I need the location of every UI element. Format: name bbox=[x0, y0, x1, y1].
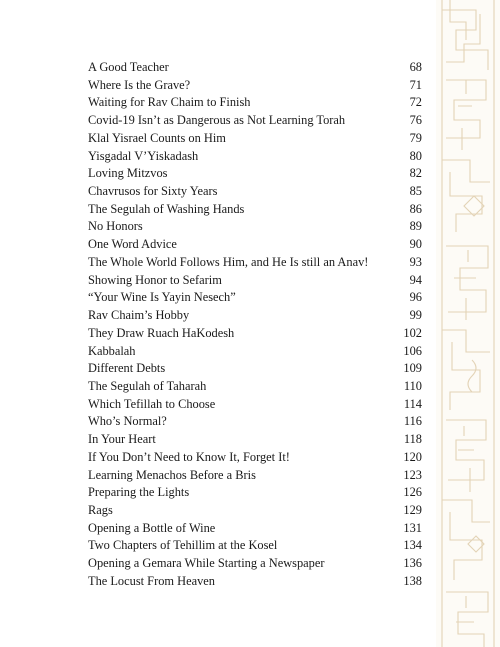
toc-entry-title: They Draw Ruach HaKodesh bbox=[88, 325, 235, 340]
toc-entry-title: Covid-19 Isn’t as Dangerous as Not Learning Torah bbox=[88, 113, 346, 128]
toc-entry-page: 136 bbox=[403, 556, 422, 571]
toc-entry-title: Rags bbox=[88, 502, 113, 517]
toc-entry-title: Showing Honor to Sefarim bbox=[88, 272, 222, 287]
toc-entry[interactable] bbox=[88, 254, 422, 272]
toc-entry-page: 126 bbox=[403, 485, 422, 500]
toc-entry-title: Different Debts bbox=[88, 361, 166, 376]
toc-entry-title: One Word Advice bbox=[88, 237, 177, 252]
toc-entry-page: 134 bbox=[403, 538, 422, 553]
toc-entry-page: 72 bbox=[409, 95, 422, 110]
toc-entry-page: 85 bbox=[409, 184, 422, 199]
toc-entry-page: 76 bbox=[409, 113, 422, 128]
toc-entry-page: 131 bbox=[403, 520, 422, 535]
toc-entry-page: 123 bbox=[403, 467, 422, 482]
toc-entry-title: The Whole World Follows Him, and He Is still an Anav! bbox=[88, 254, 369, 269]
toc-entry-page: 90 bbox=[409, 237, 422, 252]
toc-entry-title: Waiting for Rav Chaim to Finish bbox=[88, 95, 251, 110]
decorative-border-pattern-icon bbox=[436, 0, 500, 647]
toc-entry-page: 86 bbox=[409, 201, 422, 216]
toc-entry-page: 94 bbox=[409, 272, 422, 287]
toc-entry[interactable] bbox=[88, 449, 422, 467]
toc-entry-title: No Honors bbox=[88, 219, 143, 234]
toc-entry-title: Rav Chaim’s Hobby bbox=[88, 308, 190, 323]
toc-entry[interactable] bbox=[88, 112, 422, 130]
toc-entry[interactable] bbox=[88, 467, 422, 485]
toc-entry-page: 109 bbox=[403, 361, 422, 376]
toc-entry[interactable] bbox=[88, 555, 422, 573]
toc-entry-page: 120 bbox=[403, 449, 422, 464]
toc-entry-page: 82 bbox=[409, 166, 422, 181]
toc-entry-title: A Good Teacher bbox=[88, 60, 169, 74]
toc-entry-title: Learning Menachos Before a Bris bbox=[88, 467, 256, 482]
toc-entry-title: The Segulah of Washing Hands bbox=[88, 201, 245, 216]
toc-entry-title: Who’s Normal? bbox=[88, 414, 167, 429]
toc-entry[interactable] bbox=[88, 77, 422, 95]
toc-entry[interactable] bbox=[88, 130, 422, 148]
toc-entry[interactable] bbox=[88, 165, 422, 183]
toc-entry-page: 110 bbox=[403, 378, 422, 393]
toc-entry-title: Which Tefillah to Choose bbox=[88, 396, 216, 411]
toc-entry-page: 138 bbox=[403, 573, 422, 588]
toc-entry[interactable] bbox=[88, 325, 422, 343]
toc-entry[interactable] bbox=[88, 573, 422, 591]
toc-entry-page: 102 bbox=[403, 325, 422, 340]
toc-entry-page: 79 bbox=[409, 130, 422, 145]
toc-entry-page: 96 bbox=[409, 290, 422, 305]
toc-entry[interactable] bbox=[88, 183, 422, 201]
toc-entry-title: The Locust From Heaven bbox=[88, 573, 215, 588]
toc-entry-page: 114 bbox=[403, 396, 422, 411]
toc-entry-page: 116 bbox=[403, 414, 422, 429]
toc-entry-title: In Your Heart bbox=[88, 432, 156, 447]
toc-entry[interactable] bbox=[88, 378, 422, 396]
toc-entry[interactable] bbox=[88, 148, 422, 166]
toc-entry-title: Opening a Gemara While Starting a Newspaper bbox=[88, 556, 325, 571]
toc-entry-title: Kabbalah bbox=[88, 343, 136, 358]
toc-entry[interactable] bbox=[88, 520, 422, 538]
toc-entry-page: 118 bbox=[403, 432, 422, 447]
toc-entry-title: Loving Mitzvos bbox=[88, 166, 168, 181]
toc-entry-page: 68 bbox=[409, 60, 422, 74]
toc-entry-page: 93 bbox=[409, 254, 422, 269]
toc-entry-page: 106 bbox=[403, 343, 422, 358]
toc-entry[interactable] bbox=[88, 360, 422, 378]
toc-entry-title: Chavrusos for Sixty Years bbox=[88, 184, 218, 199]
toc-entry[interactable] bbox=[88, 343, 422, 361]
toc-entry-page: 80 bbox=[409, 148, 422, 163]
toc-entry[interactable] bbox=[88, 431, 422, 449]
toc-entry-title: Yisgadal V’Yiskadash bbox=[88, 148, 199, 163]
toc-entry[interactable] bbox=[88, 201, 422, 219]
toc-entry[interactable] bbox=[88, 307, 422, 325]
toc-entry-title: Preparing the Lights bbox=[88, 485, 190, 500]
table-of-contents bbox=[88, 59, 422, 591]
toc-entry[interactable] bbox=[88, 484, 422, 502]
toc-entry[interactable] bbox=[88, 59, 422, 77]
toc-entry-page: 129 bbox=[403, 502, 422, 517]
toc-entry[interactable] bbox=[88, 289, 422, 307]
toc-entry-title: Two Chapters of Tehillim at the Kosel bbox=[88, 538, 278, 553]
toc-entry-title: The Segulah of Taharah bbox=[88, 378, 207, 393]
toc-entry[interactable] bbox=[88, 413, 422, 431]
toc-entry-title: “Your Wine Is Yayin Nesech” bbox=[88, 290, 236, 305]
toc-entry[interactable] bbox=[88, 272, 422, 290]
toc-entry-title: If You Don’t Need to Know It, Forget It! bbox=[88, 449, 290, 464]
toc-entry[interactable] bbox=[88, 218, 422, 236]
toc-entry-title: Where Is the Grave? bbox=[88, 77, 191, 92]
toc-entry[interactable] bbox=[88, 396, 422, 414]
toc-entry[interactable] bbox=[88, 537, 422, 555]
toc-entry[interactable] bbox=[88, 94, 422, 112]
toc-entry-page: 99 bbox=[409, 308, 422, 323]
toc-entry-title: Klal Yisrael Counts on Him bbox=[88, 130, 226, 145]
toc-entry-title: Opening a Bottle of Wine bbox=[88, 520, 216, 535]
toc-entry-page: 89 bbox=[409, 219, 422, 234]
toc-entry-page: 71 bbox=[409, 77, 422, 92]
toc-entry[interactable] bbox=[88, 502, 422, 520]
toc-entry[interactable] bbox=[88, 236, 422, 254]
